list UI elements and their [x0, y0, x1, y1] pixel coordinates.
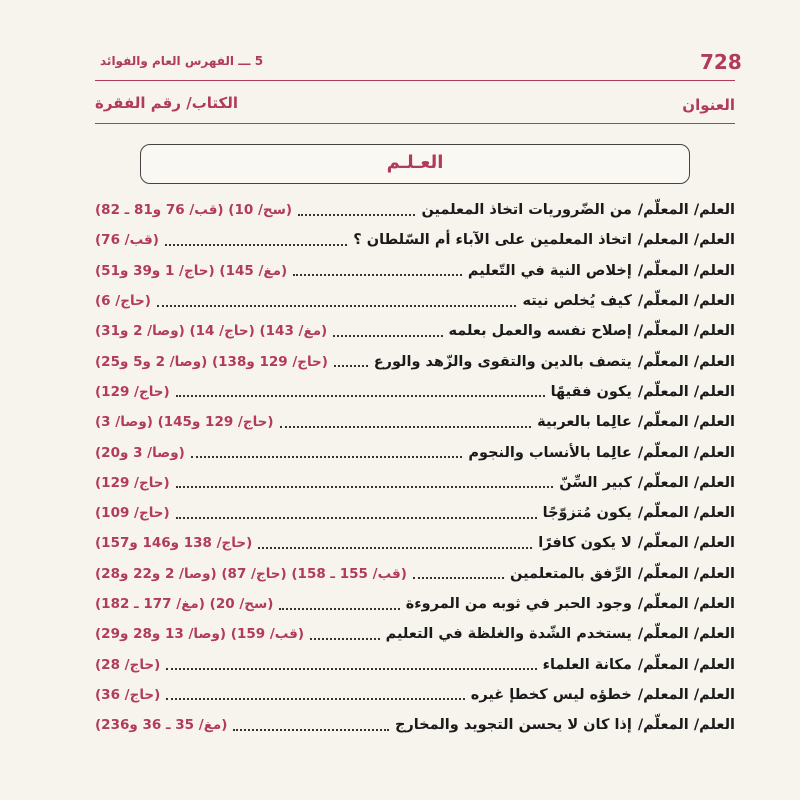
running-head: 5 ـــ الفهرس العام والفوائد	[100, 54, 264, 68]
index-entry	[95, 498, 735, 528]
entry-term: العلم/ المعلّم/	[637, 262, 735, 279]
entry-subject: إخلاص النية في التّعليم	[467, 262, 632, 279]
entry-reference: (حاج/ 6)	[95, 293, 151, 310]
entry-reference: (حاج/ 129)	[95, 383, 170, 400]
dot-leader	[334, 364, 368, 367]
top-rule	[95, 80, 735, 81]
index-entry	[95, 649, 735, 679]
entry-reference: (حاج/ 129)	[95, 474, 170, 491]
index-entry	[95, 346, 735, 376]
entry-term: العلم/ المعلّم/	[637, 596, 735, 612]
entry-subject: يستخدم الشّدة والغلظة في التعليم	[385, 626, 632, 643]
entry-term: العلم/ المعلم/	[637, 686, 735, 703]
dot-leader	[279, 607, 399, 610]
index-entry	[95, 528, 735, 558]
dot-leader	[165, 243, 347, 246]
entry-term: العلم/ المعلّم/	[637, 353, 735, 370]
section-box	[140, 144, 690, 184]
index-entry	[95, 256, 735, 286]
column-heading-book: الكتاب/ رقم الفقرة	[95, 94, 239, 112]
column-heading-title: العنوان	[682, 96, 735, 114]
entry-subject: اتخاذ المعلمين على الآباء أم السّلطان ؟	[353, 232, 632, 249]
entry-term: العلم/ المعلّم/	[637, 717, 735, 734]
entry-subject: مكانة العلماء	[542, 656, 632, 673]
entry-subject: يتصف بالدين والتقوى والزّهد والورع	[373, 353, 632, 370]
entry-term: العلم/ المعلّم/	[637, 383, 735, 400]
entry-term: العلم/ المعلّم/	[637, 656, 735, 673]
entry-reference: (سح/ 20) (مغ/ 177 ـ 182)	[95, 596, 274, 612]
index-entry	[95, 468, 735, 498]
dot-leader	[176, 394, 545, 397]
dot-leader	[233, 728, 388, 731]
entry-term: العلم/ المعلّم/	[637, 202, 735, 219]
entry-term: العلم/ المعلّم/	[637, 323, 735, 340]
dot-leader	[176, 516, 537, 519]
entry-reference: (قب/ 76)	[95, 232, 159, 249]
index-entry	[95, 407, 735, 437]
dot-leader	[157, 304, 517, 307]
entry-reference: (حاج/ 129 و145) (وصا/ 3)	[95, 414, 274, 431]
entry-reference: (قب/ 155 ـ 158) (حاج/ 87) (وصا/ 2 و22 و28)	[95, 565, 407, 582]
dot-leader	[298, 213, 415, 216]
dot-leader	[280, 425, 532, 428]
entry-term: العلم/ المعلّم/	[637, 626, 735, 643]
entries-list	[95, 195, 735, 740]
dot-leader	[293, 273, 462, 276]
entry-reference: (مغ/ 35 ـ 36 و236)	[95, 717, 228, 734]
entry-reference: (مغ/ 143) (حاج/ 14) (وصا/ 2 و31)	[95, 323, 328, 340]
dot-leader	[176, 485, 554, 488]
entry-subject: كبير السِّنّ	[559, 474, 632, 491]
entry-subject: كيف يُخلص نيته	[522, 293, 632, 310]
index-entry	[95, 559, 735, 589]
entry-subject: إصلاح نفسه والعمل بعلمه	[448, 323, 632, 340]
entry-subject: لا يكون كافرًا	[538, 535, 632, 552]
entry-reference: (حاج/ 28)	[95, 656, 161, 673]
index-entry	[95, 195, 735, 225]
entry-subject: الرِّفق بالمتعلمين	[510, 565, 632, 582]
middle-rule	[95, 123, 735, 124]
entry-subject: خطؤه ليس كخطإ غيره	[470, 686, 632, 703]
entry-term: العلم/ المعلّم/	[637, 535, 735, 552]
entry-subject: عالِما بالعربية	[537, 414, 632, 431]
page-number: 728	[700, 50, 742, 74]
dot-leader	[413, 576, 504, 579]
entry-term: العلم/ المعلّم/	[637, 565, 735, 582]
entry-term: العلم/ المعلّم/	[637, 444, 735, 461]
dot-leader	[258, 546, 532, 549]
entry-term: العلم/ المعلّم/	[637, 414, 735, 431]
entry-subject: يكون مُتزوّجًا	[542, 505, 632, 522]
index-entry	[95, 619, 735, 649]
entry-reference: (مغ/ 145) (حاج/ 1 و39 و51)	[95, 262, 288, 279]
entry-reference: (قب/ 159) (وصا/ 13 و28 و29)	[95, 626, 305, 643]
entry-subject: من الضّروريات اتخاذ المعلمين	[421, 202, 632, 219]
index-entry	[95, 377, 735, 407]
entry-reference: (حاج/ 109)	[95, 505, 170, 522]
entry-term: العلم/ المعلم/	[637, 232, 735, 249]
index-entry	[95, 437, 735, 467]
entry-reference: (حاج/ 138 و146 و157)	[95, 535, 253, 552]
entry-reference: (حاج/ 129 و138) (وصا/ 2 و5 و25)	[95, 353, 328, 370]
dot-leader	[310, 637, 380, 640]
index-entry	[95, 680, 735, 710]
dot-leader	[333, 334, 442, 337]
section-title: العـلـم	[386, 152, 444, 173]
dot-leader	[166, 667, 536, 670]
dot-leader	[166, 697, 464, 700]
entry-subject: عالِما بالأنساب والنجوم	[468, 444, 632, 461]
index-entry	[95, 316, 735, 346]
entry-term: العلم/ المعلّم/	[637, 505, 735, 522]
entry-reference: (حاج/ 36)	[95, 686, 161, 703]
entry-term: العلم/ المعلّم/	[637, 293, 735, 310]
index-entry	[95, 225, 735, 255]
entry-reference: (سح/ 10) (قب/ 76 و81 ـ 82)	[95, 202, 293, 219]
entry-subject: وجود الحبر في ثوبه من المروءة	[405, 596, 632, 612]
entry-term: العلم/ المعلّم/	[637, 474, 735, 491]
entry-subject: إذا كان لا يحسن التجويد والمخارج	[394, 717, 632, 734]
index-entry	[95, 710, 735, 740]
index-entry	[95, 589, 735, 619]
dot-leader	[191, 455, 463, 458]
entry-reference: (وصا/ 3 و20)	[95, 444, 185, 461]
entry-subject: يكون فقيهًا	[550, 383, 632, 400]
index-entry	[95, 286, 735, 316]
